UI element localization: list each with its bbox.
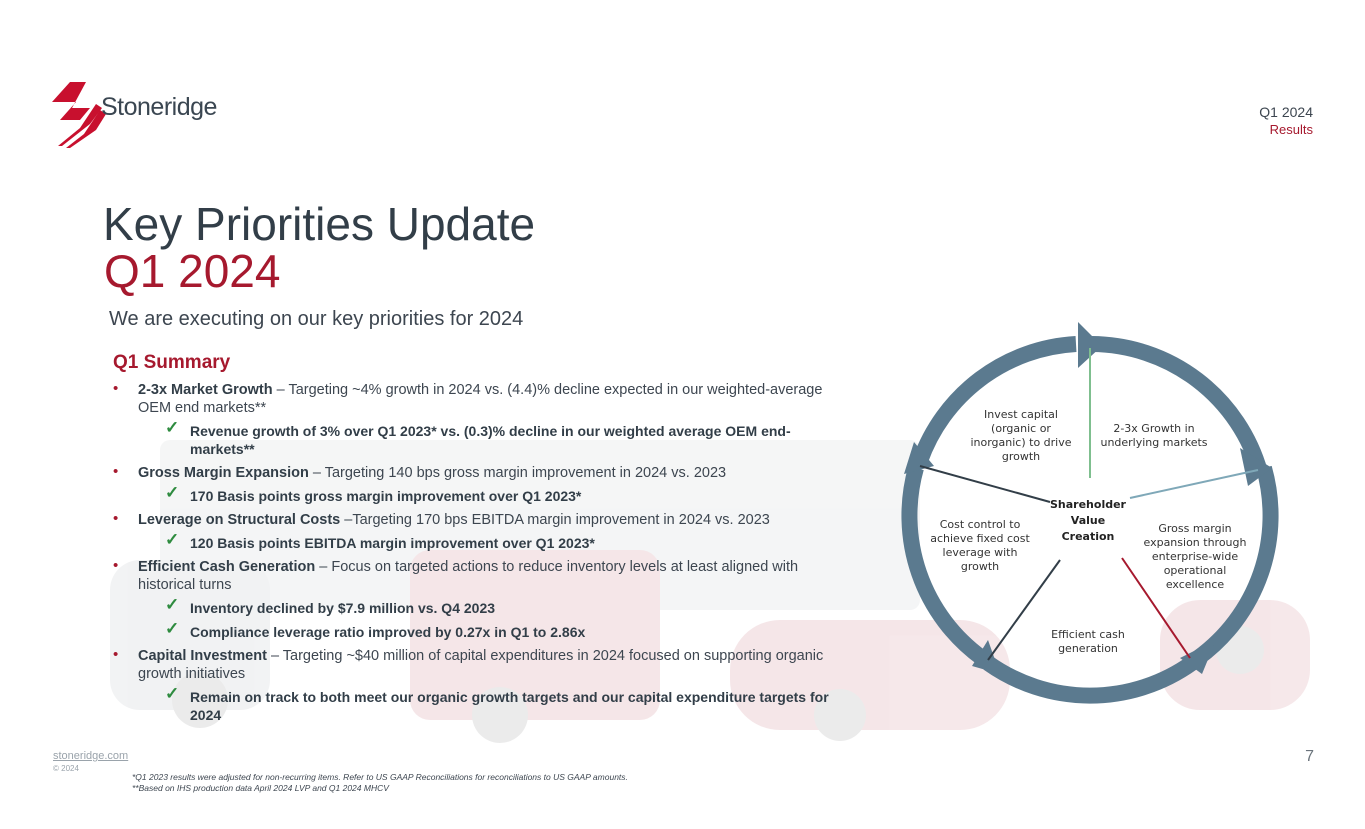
result-text: 120 Basis points EBITDA margin improvement over Q1 2023* <box>190 535 595 551</box>
priority-text: – Targeting ~4% growth in 2024 vs. (4.4)% decline expected in our weighted-average OEM end markets** <box>138 382 823 416</box>
priority-item <box>113 647 848 683</box>
result-text: 170 Basis points gross margin improvement over Q1 2023* <box>190 488 582 504</box>
checkmark-icon: ✓ <box>165 619 180 638</box>
segment-cost-label: achieve fixed cost <box>930 532 1030 545</box>
page-number: 7 <box>1305 748 1314 765</box>
report-tag <box>1259 104 1313 138</box>
priority-title: Capital Investment <box>138 648 267 664</box>
brand-name: Stoneridge <box>101 93 217 121</box>
result-text: Remain on track to both meet our organic growth targets and our capital expenditure targets for 2024 <box>190 689 829 723</box>
segment-growth-label: 2-3x Growth in <box>1113 422 1195 435</box>
segment-margin-label: excellence <box>1165 578 1225 591</box>
priority-item <box>113 511 848 529</box>
priority-text: –Targeting 170 bps EBITDA margin improvement in 2024 vs. 2023 <box>340 512 770 528</box>
segment-cost-label: growth <box>960 560 1000 573</box>
segment-capital-label: (organic or <box>991 422 1051 435</box>
segment-cash-label: generation <box>1058 642 1118 655</box>
result-text: Compliance leverage ratio improved by 0.27x in Q1 to 2.86x <box>190 624 586 640</box>
report-quarter: Q1 2024 <box>1259 104 1313 120</box>
checkmark-icon: ✓ <box>165 418 180 437</box>
result-text: Revenue growth of 3% over Q1 2023* vs. (0.3)% decline in our weighted average OEM end-markets** <box>190 423 791 457</box>
summary-section <box>113 352 848 730</box>
bullet-icon: • <box>113 463 119 480</box>
result-item <box>113 619 848 641</box>
segment-margin-label: enterprise-wide <box>1151 550 1239 563</box>
bullet-icon: • <box>113 510 119 527</box>
priority-item <box>113 464 848 482</box>
result-item <box>113 684 848 724</box>
summary-heading: Q1 Summary <box>113 352 231 373</box>
checkmark-icon: ✓ <box>165 595 180 614</box>
segment-capital-label: growth <box>1001 450 1041 463</box>
priority-title: 2-3x Market Growth <box>138 382 273 398</box>
page-title: Key Priorities Update <box>103 198 536 250</box>
priority-text: – Targeting ~$40 million of capital expenditures in 2024 focused on supporting organic growth initiatives <box>138 648 824 682</box>
priority-text: – Focus on targeted actions to reduce inventory levels at least aligned with historical turns <box>138 559 799 593</box>
priority-title: Leverage on Structural Costs <box>138 512 341 528</box>
priority-item <box>113 381 848 417</box>
segment-margin-label: expansion through <box>1143 536 1247 549</box>
lead-statement: We are executing on our key priorities for 2024 <box>109 308 524 330</box>
segment-growth-label: underlying markets <box>1100 436 1208 449</box>
segment-margin-label: operational <box>1163 564 1227 577</box>
bullet-icon: • <box>113 557 119 574</box>
checkmark-icon: ✓ <box>165 684 180 703</box>
segment-cost-label: Cost control to <box>939 518 1021 531</box>
center-label: Shareholder <box>1050 498 1126 511</box>
bullet-icon: • <box>113 380 119 397</box>
segment-margin-label: Gross margin <box>1158 522 1232 535</box>
center-label: Creation <box>1061 530 1115 543</box>
cycle-center <box>1050 498 1127 543</box>
result-item <box>113 530 848 552</box>
footnote: *Q1 2023 results were adjusted for non-recurring items. Refer to US GAAP Reconciliations for reconciliations to US GAAP amounts. <box>132 772 628 782</box>
page-subtitle: Q1 2024 <box>104 245 281 297</box>
result-item <box>113 483 848 505</box>
bullet-icon: • <box>113 646 119 663</box>
footnote: **Based on IHS production data April 2024 LVP and Q1 2024 MHCV <box>132 783 389 793</box>
segment-capital-label: Invest capital <box>984 408 1058 421</box>
result-item <box>113 595 848 617</box>
copyright: © 2024 <box>53 764 79 773</box>
report-label: Results <box>1269 122 1313 137</box>
priority-title: Efficient Cash Generation <box>138 559 316 575</box>
result-text: Inventory declined by $7.9 million vs. Q4 2023 <box>190 600 496 616</box>
center-label: Value <box>1070 514 1106 527</box>
value-creation-cycle-diagram <box>880 318 1300 708</box>
checkmark-icon: ✓ <box>165 483 180 502</box>
checkmark-icon: ✓ <box>165 530 180 549</box>
segment-cash-label: Efficient cash <box>1051 628 1125 641</box>
result-item <box>113 418 848 458</box>
website-link[interactable]: stoneridge.com <box>53 750 129 762</box>
priority-text: – Targeting 140 bps gross margin improvement in 2024 vs. 2023 <box>308 465 727 481</box>
segment-cost-label: leverage with <box>942 546 1018 559</box>
footnotes <box>132 772 628 794</box>
priority-title: Gross Margin Expansion <box>138 465 309 481</box>
segment-capital-label: inorganic) to drive <box>970 436 1072 449</box>
priority-item <box>113 558 848 594</box>
